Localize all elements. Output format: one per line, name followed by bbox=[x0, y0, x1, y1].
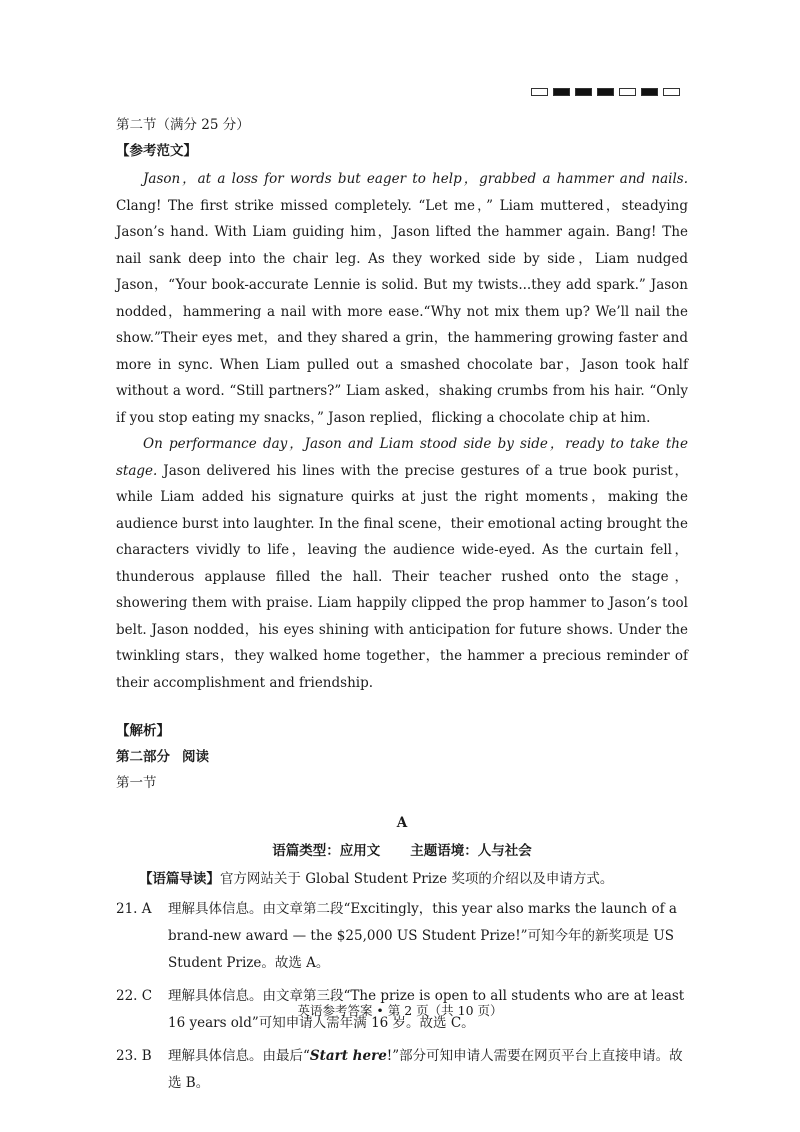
marker-square bbox=[663, 88, 680, 96]
marker-square bbox=[531, 88, 548, 96]
essay-paragraph-1-lead: Jason，at a loss for words but eager to help，grabbed a hammer and nails. bbox=[143, 171, 688, 187]
essay-paragraph-2-lead: On performance day，Jason and Liam stood side by side，ready to take the stage. bbox=[116, 436, 688, 479]
answer-explanation-post: !”部分可知申请人需要在网页平台上直接申请。故选 B。 bbox=[168, 1048, 683, 1091]
answer-explanation-bold: Start here bbox=[309, 1048, 387, 1064]
essay-paragraph-1 bbox=[116, 166, 688, 431]
answer-item bbox=[116, 1043, 688, 1097]
answer-number: 23. B bbox=[116, 1048, 152, 1064]
guide-text: 官方网站关于 Global Student Prize 奖项的介绍以及申请方式。 bbox=[219, 871, 614, 887]
passage-theme: 主题语境：人与社会 bbox=[410, 843, 532, 859]
marker-square bbox=[619, 88, 636, 96]
section-title: 第二节（满分 25 分） bbox=[116, 117, 250, 133]
part-heading bbox=[116, 746, 688, 768]
answer-number: 22. C bbox=[116, 988, 153, 1004]
passage-meta bbox=[116, 840, 688, 862]
essay-paragraph-1-body: Clang! The first strike missed completely. “Let me，” Liam muttered，steadying Jason’s hand. With Liam guiding him，Jason lifted the hammer again. Bang! The nail sank deep into the chair leg. As they worked side by side，Liam nudged Jason，“Your book-accurate Lennie is solid. But my twists...they add spark.” Jason nodded，hammering a nail with more ease.“Why not mix them up? We’ll nail the show.”Their eyes met，and they shared a grin，the hammering growing faster and more in sync. When Liam pulled out a smashed chocolate bar，Jason took half without a word. “Still partners?” Liam asked，shaking crumbs from his hair. “Only if you stop eating my snacks，” Jason replied，flicking a chocolate chip at him. bbox=[116, 197, 688, 426]
part-number: 第二部分 bbox=[116, 749, 170, 765]
guide-label: 【语篇导读】 bbox=[138, 871, 220, 887]
answer-item bbox=[116, 896, 688, 977]
answer-explanation bbox=[168, 1043, 688, 1097]
marker-square bbox=[553, 88, 570, 96]
marker-square bbox=[575, 88, 592, 96]
marker-square bbox=[597, 88, 614, 96]
analysis-title: 【解析】 bbox=[116, 723, 170, 739]
marker-square bbox=[641, 88, 658, 96]
answer-explanation-pre: 理解具体信息。由最后“ bbox=[168, 1048, 310, 1064]
passage-guide bbox=[116, 868, 688, 890]
essay-paragraph-2 bbox=[116, 431, 688, 696]
answer-number: 21. A bbox=[116, 901, 152, 917]
part-name: 阅读 bbox=[182, 749, 209, 765]
passage-genre: 语篇类型：应用文 bbox=[272, 843, 381, 859]
essay-paragraph-2-body: Jason delivered his lines with the precise gestures of a true book purist，while Liam added his signature quirks at just the right moments，making the audience burst into laughter. In the final scene，their emotional acting brought the characters vividly to life，leaving the audience wide-eyed. As the curtain fell，thunderous applause filled the hall. Their teacher rushed onto the stage，showering them with praise. Liam happily clipped the prop hammer to Jason’s tool belt. Jason nodded，his eyes shining with anticipation for future shows. Under the twinkling stars，they walked home together，the hammer a precious reminder of their accomplishment and friendship. bbox=[116, 462, 688, 691]
subsection-heading: 第一节 bbox=[116, 775, 157, 791]
page-content bbox=[116, 114, 688, 1097]
answer-explanation: 理解具体信息。由文章第三段“The prize is open to all students who are at least 16 years old”可知申请人需年满 16 岁。故选 C。 bbox=[168, 988, 685, 1031]
reference-essay-title: 【参考范文】 bbox=[116, 143, 197, 159]
answer-explanation: 理解具体信息。由文章第二段“Excitingly，this year also marks the launch of a brand-new award — the $25,000 US Student Prize!”可知今年的新奖项是 US Student Prize。故选 A。 bbox=[168, 901, 677, 971]
page-footer: 英语参考答案 • 第 2 页（共 10 页） bbox=[297, 1003, 503, 1018]
passage-letter: A bbox=[396, 815, 408, 831]
header-marker-squares bbox=[531, 88, 680, 96]
